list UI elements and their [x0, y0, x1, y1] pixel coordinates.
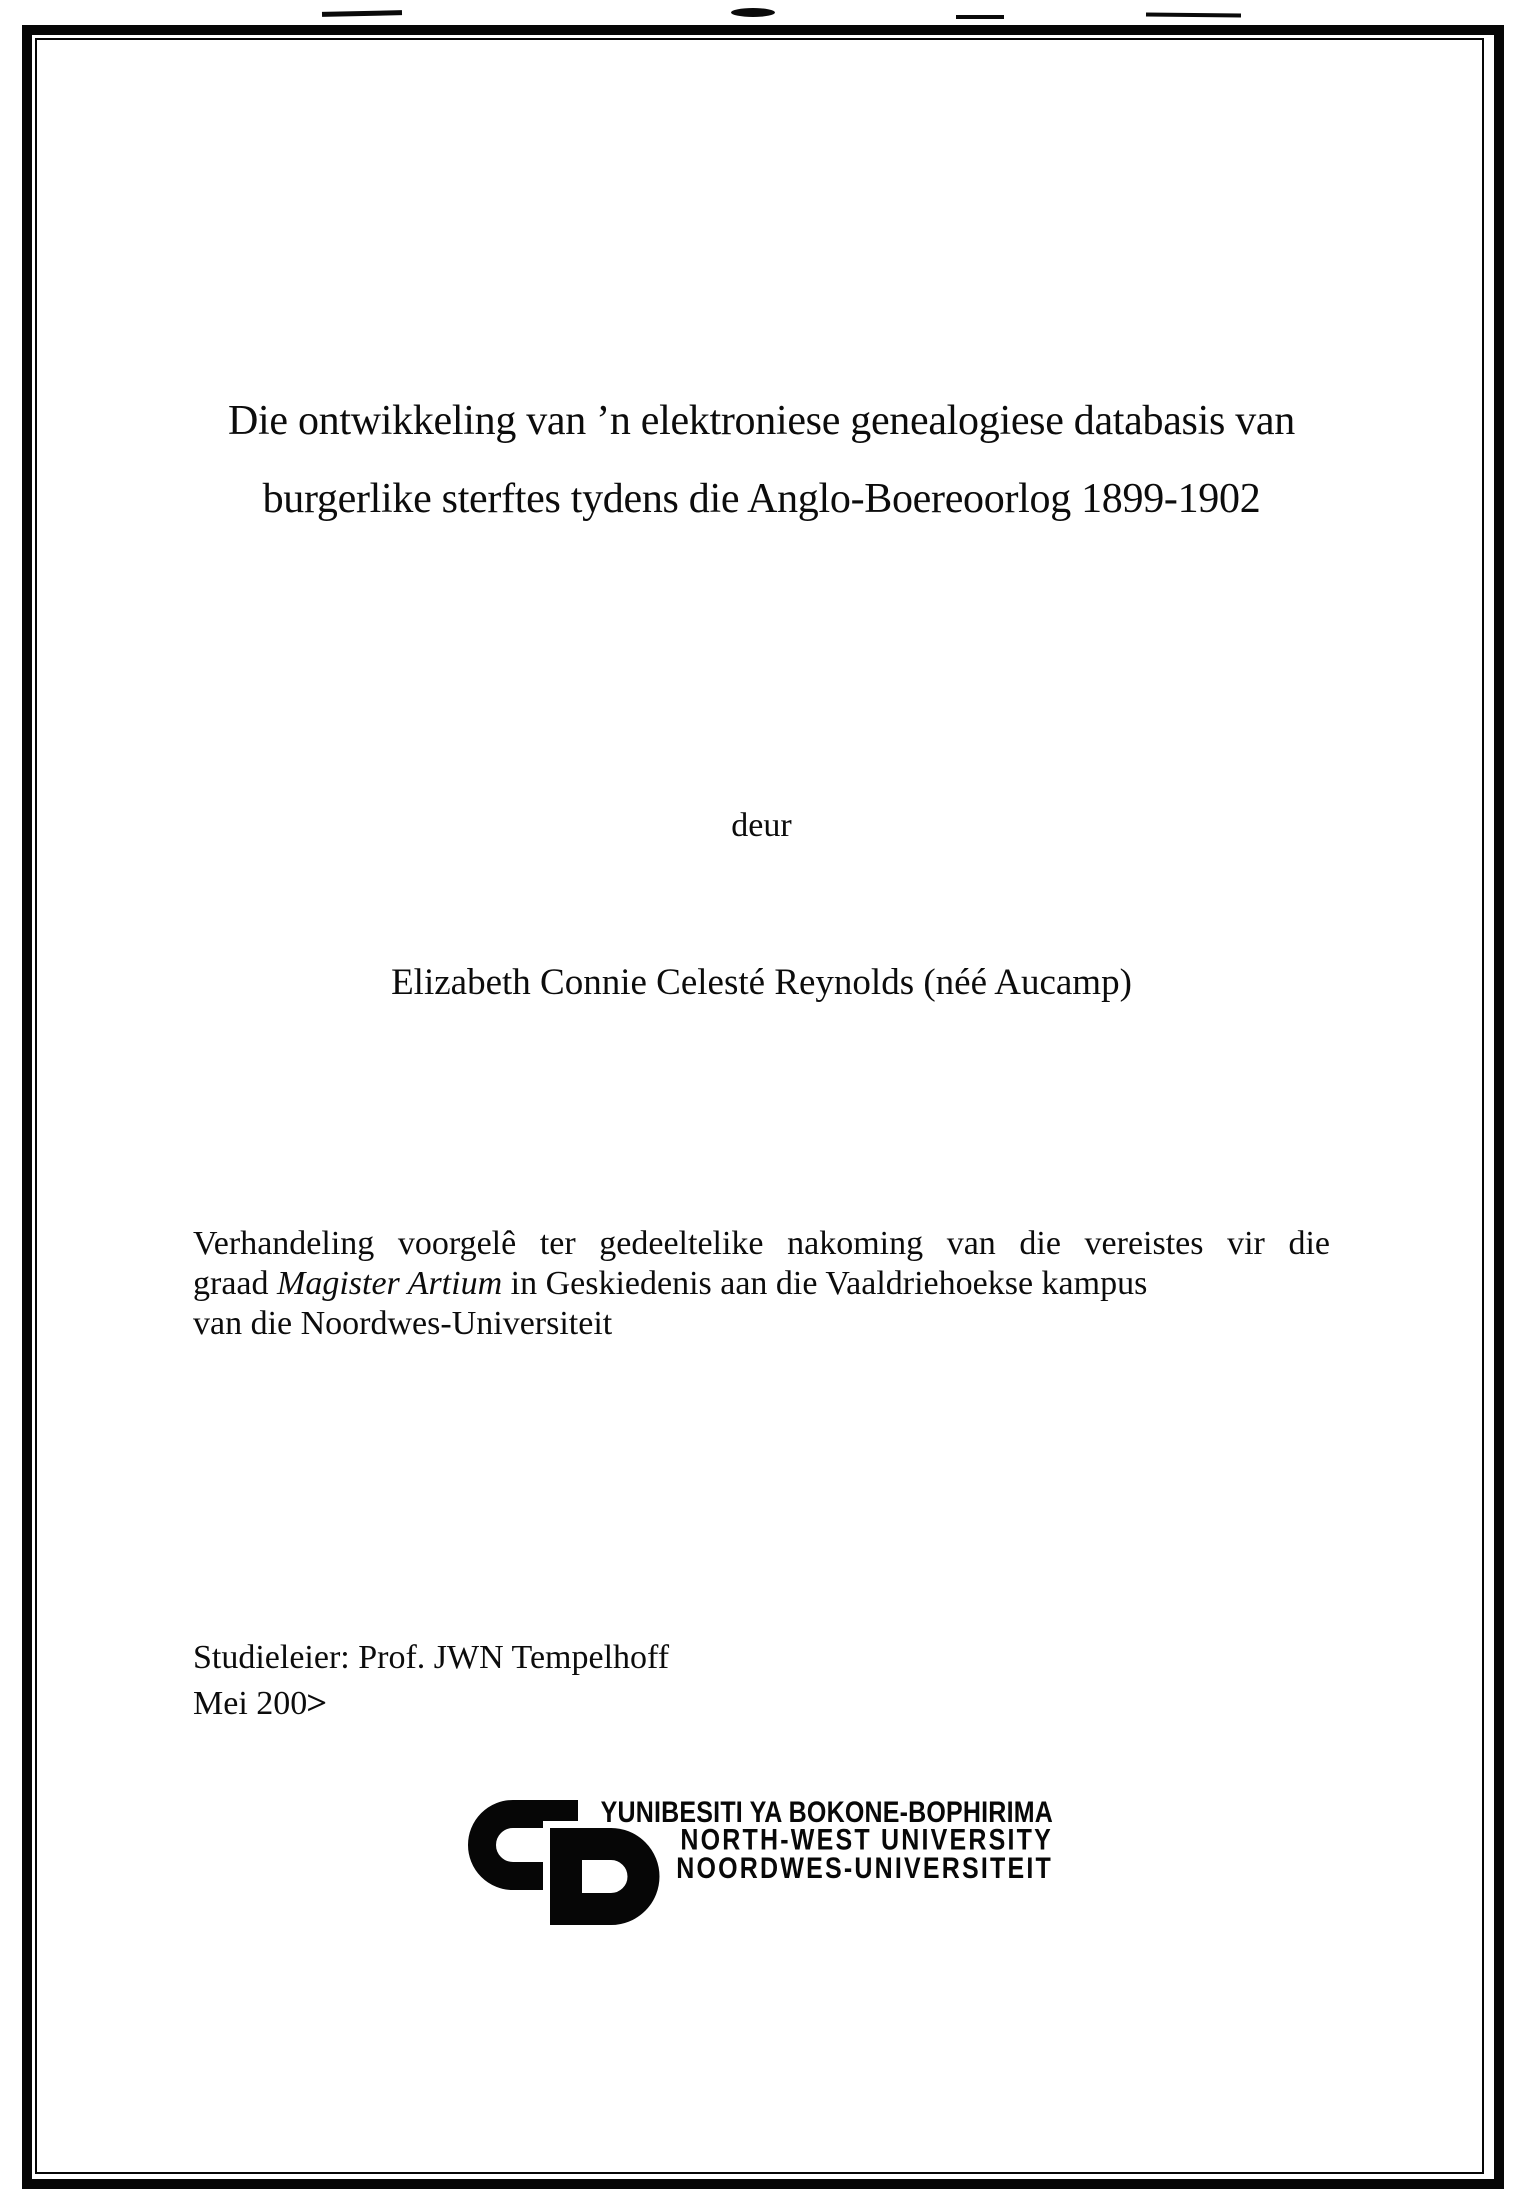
scan-artifact	[731, 8, 775, 17]
supervisor-block	[193, 1635, 1093, 1727]
degree-name-italic: Magister Artium	[277, 1265, 503, 1302]
nwu-logo-text	[573, 1795, 1053, 1886]
logo-line-setswana: YUNIBESITI YA BOKONE-BOPHIRIMA	[600, 1795, 1053, 1829]
date-prefix: Mei 200	[193, 1685, 308, 1722]
author-name: Elizabeth Connie Celesté Reynolds (néé Aucamp)	[391, 962, 1132, 1003]
thesis-title-line2: burgerlike sterftes tydens die Anglo-Boereoorlog 1899-1902	[262, 476, 1261, 522]
thesis-title	[140, 382, 1383, 538]
distorted-seven-glyph: >	[306, 1685, 328, 1722]
date-line	[193, 1681, 1093, 1727]
degree-statement-line2	[193, 1264, 1330, 1304]
logo-line-afrikaans: NOORDWES-UNIVERSITEIT	[676, 1851, 1053, 1886]
supervisor-line: Studieleier: Prof. JWN Tempelhoff	[193, 1639, 670, 1676]
scan-artifact	[1146, 13, 1241, 18]
scan-artifact	[322, 10, 402, 17]
logo-line-english: NORTH-WEST UNIVERSITY	[680, 1823, 1053, 1858]
degree-statement	[193, 1224, 1330, 1344]
degree-statement-line1: Verhandeling voorgelê ter gedeeltelike nakoming van die vereistes vir die	[193, 1225, 1330, 1262]
degree-statement-line3: van die Noordwes-Universiteit	[193, 1305, 613, 1342]
degree-statement-line2-suffix: in Geskiedenis aan die Vaaldriehoekse kampus	[502, 1265, 1148, 1302]
thesis-title-line1: Die ontwikkeling van ’n elektroniese genealogiese databasis van	[228, 398, 1295, 444]
scan-artifact	[956, 15, 1004, 19]
degree-statement-line2-prefix: graad	[193, 1265, 278, 1302]
byline-label: deur	[731, 807, 792, 844]
